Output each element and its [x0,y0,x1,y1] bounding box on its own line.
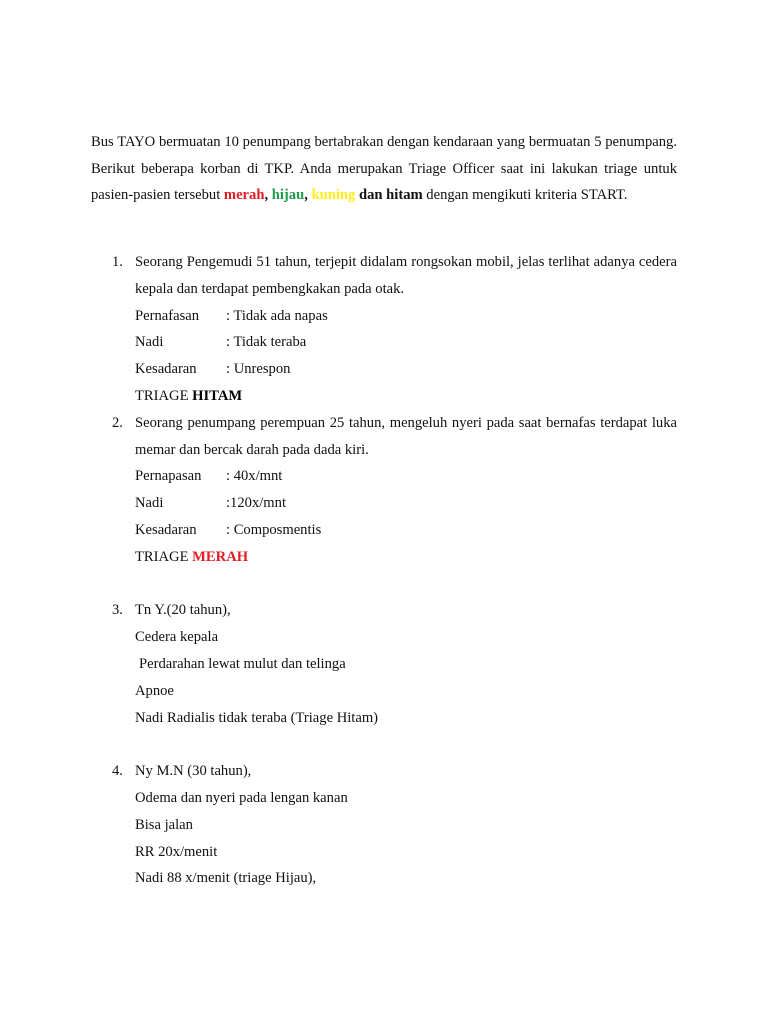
intro-separator: , [304,187,312,203]
vital-label: Kesadaran [135,361,197,378]
intro-tail: dengan mengikuti kriteria START. [422,187,628,203]
vital-value: : Tidak teraba [226,334,307,351]
item-line: Apnoe [135,682,174,699]
item-number: 4. [112,763,123,780]
item-line: Odema dan nyeri pada lengan kanan [135,789,348,806]
triage-prefix: TRIAGE [135,387,193,404]
vital-row [135,356,677,383]
vital-value: : Composmentis [226,521,322,538]
item-line: RR 20x/menit [135,843,218,860]
item-number: 2. [112,414,123,431]
vital-value: : 40x/mnt [226,468,283,485]
list-item [91,410,677,598]
item-description: Seorang penumpang perempuan 25 tahun, mengeluh nyeri pada saat bernafas terdapat luka memar dan bercak darah pada dada kiri. [135,414,677,458]
item-line: Nadi 88 x/menit (triage Hijau), [135,870,317,887]
item-description: Seorang Pengemudi 51 tahun, terjepit didalam rongsokan mobil, jelas terlihat adanya cedera kepala dan terdapat pembengkakan pada otak. [135,254,677,297]
vital-row [135,329,677,356]
triage-prefix: TRIAGE [135,548,193,565]
vital-value: :120x/mnt [226,495,286,512]
item-number: 1. [112,254,123,270]
item-line: Perdarahan lewat mulut dan telinga [139,655,346,672]
triage-result [135,383,677,410]
triage-result [135,544,677,571]
vital-row [135,490,677,517]
item-line: Cedera kepala [135,629,219,646]
intro-paragraph [91,129,677,209]
spacer [135,571,677,598]
keyword-hijau: hijau [271,187,305,203]
list-item [91,758,677,892]
vital-row [135,463,677,490]
vital-label: Pernapasan [135,468,202,485]
vital-row [135,303,677,330]
keyword-kuning: kuning [311,187,356,203]
keyword-merah: merah [223,187,265,203]
spacer [135,731,677,758]
item-number: 3. [112,602,123,619]
vital-label: Pernafasan [135,307,200,324]
vital-label: Kesadaran [135,521,197,538]
keyword-dan-hitam: dan hitam [358,187,423,203]
triage-value-merah: MERAH [192,548,249,565]
vital-label: Nadi [135,495,164,512]
vital-value: : Unrespon [226,361,291,378]
vital-label: Nadi [135,334,164,351]
item-line: Nadi Radialis tidak teraba (Triage Hitam) [135,709,379,726]
list-item [91,249,677,410]
vital-value: : Tidak ada napas [226,307,328,324]
intro-separator: , [264,187,272,203]
vital-row [135,517,677,544]
item-line: Tn Y.(20 tahun), [135,602,231,619]
intro-text: Bus TAYO bermuatan 10 penumpang bertabrakan dengan kendaraan yang bermuatan 5 penumpang. Berikut beberapa korban di TKP. Anda merupakan Triage Officer saat ini lakukan triage untuk pasien-pasien tersebut [91,134,677,203]
item-line: Ny M.N (30 tahun), [135,763,252,780]
item-line: Bisa jalan [135,816,193,833]
patient-list [91,249,677,892]
triage-value-hitam: HITAM [192,387,243,404]
list-item [91,597,677,758]
